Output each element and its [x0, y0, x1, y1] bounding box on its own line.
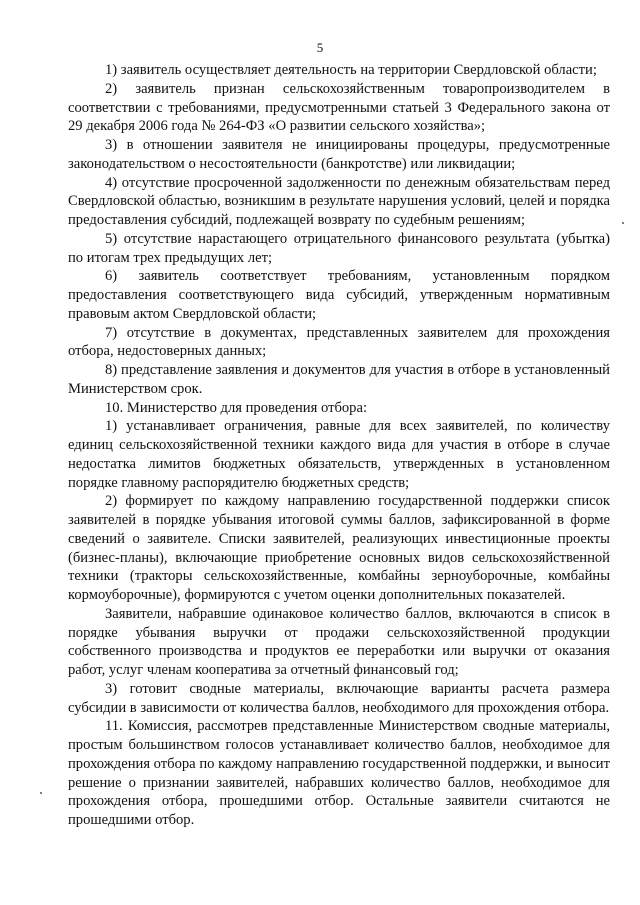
criterion-8-timely-submission: 8) представление заявления и документов для участия в отборе в установленный Министерством срок.	[68, 362, 610, 397]
criterion-4-no-overdue-debt: 4) отсутствие просроченной задолженности по денежным обязательствам перед Свердловской областью, возникшим в результате нарушения условий, целей и порядка предоставления субсидий, подлежащей возврату по судебным решениям;	[68, 174, 610, 228]
tie-break-rule: Заявители, набравшие одинаковое количество баллов, включаются в список в порядке убывания выручки от продажи сельскохозяйственной продукции собственного производства и продуктов ее переработки или выручки от оказания работ, услуг членам кооператива за отчетный финансовый год;	[68, 605, 610, 678]
criterion-2-producer-status: 2) заявитель признан сельскохозяйственным товаропроизводителем в соответствии с требованиями, предусмотренными статьей 3 Федерального закона от 29 декабря 2006 года № 264-ФЗ «О развитии сельского хозяйства»;	[68, 80, 610, 135]
ministry-duty-2-ranking: 2) формирует по каждому направлению государственной поддержки список заявителей в порядке убывания итоговой суммы баллов, зафиксированной в форме сведений о заявителе. Списки заявителей, реализующих инвестиционные проекты (бизнес-планы), включающие приобретение основных видов сельскохозяйственной техники (тракторы сельскохозяйственные, комбайны зерноуборочные, комбайны кормоуборочные), формируются с учетом оценки дополнительных показателей.	[68, 493, 610, 603]
criterion-7-reliable-data: 7) отсутствие в документах, представленных заявителем для прохождения отбора, недостоверных данных;	[68, 324, 610, 360]
scan-speck-right	[622, 222, 624, 224]
ministry-duty-1-limits: 1) устанавливает ограничения, равные для всех заявителей, по количеству единиц сельскохозяйственной техники каждого вида для участия в отборе в случае недостатка лимитов бюджетных обязательств, утвержденных в установленном порядке главному распорядителю бюджетных средств;	[68, 418, 610, 491]
criterion-6-meets-requirements: 6) заявитель соответствует требованиям, установленным порядком предоставления соответствующего вида субсидий, утвержденным нормативным правовым актом Свердловской области;	[68, 268, 610, 322]
criterion-1-territory: 1) заявитель осуществляет деятельность на территории Свердловской области;	[105, 62, 597, 78]
section-10-heading: 10. Министерство для проведения отбора:	[105, 399, 367, 416]
page-number: 5	[316, 40, 324, 55]
ministry-duty-3-summary: 3) готовит сводные материалы, включающие варианты расчета размера субсидии в зависимости от количества баллов, необходимого для прохождения отбора.	[68, 680, 610, 716]
criterion-5-no-losses: 5) отсутствие нарастающего отрицательного финансового результата (убытка) по итогам трех предыдущих лет;	[68, 230, 610, 266]
section-11-commission: 11. Комиссия, рассмотрев представленные Министерством сводные материалы, простым большинством голосов устанавливает количество баллов, необходимое для прохождения отбора по каждому направлению государственной поддержки, и выносит решение о признании заявителей, набравших количество баллов, необходимое для прохождения отбора, прошедшими отбор. Остальные заявители считаются не прошедшими отбор.	[68, 718, 610, 828]
scan-speck-left	[40, 792, 42, 794]
document-body	[68, 61, 610, 830]
criterion-3-no-bankruptcy: 3) в отношении заявителя не инициированы процедуры, предусмотренные законодательством о несостоятельности (банкротстве) или ликвидации;	[68, 137, 610, 172]
